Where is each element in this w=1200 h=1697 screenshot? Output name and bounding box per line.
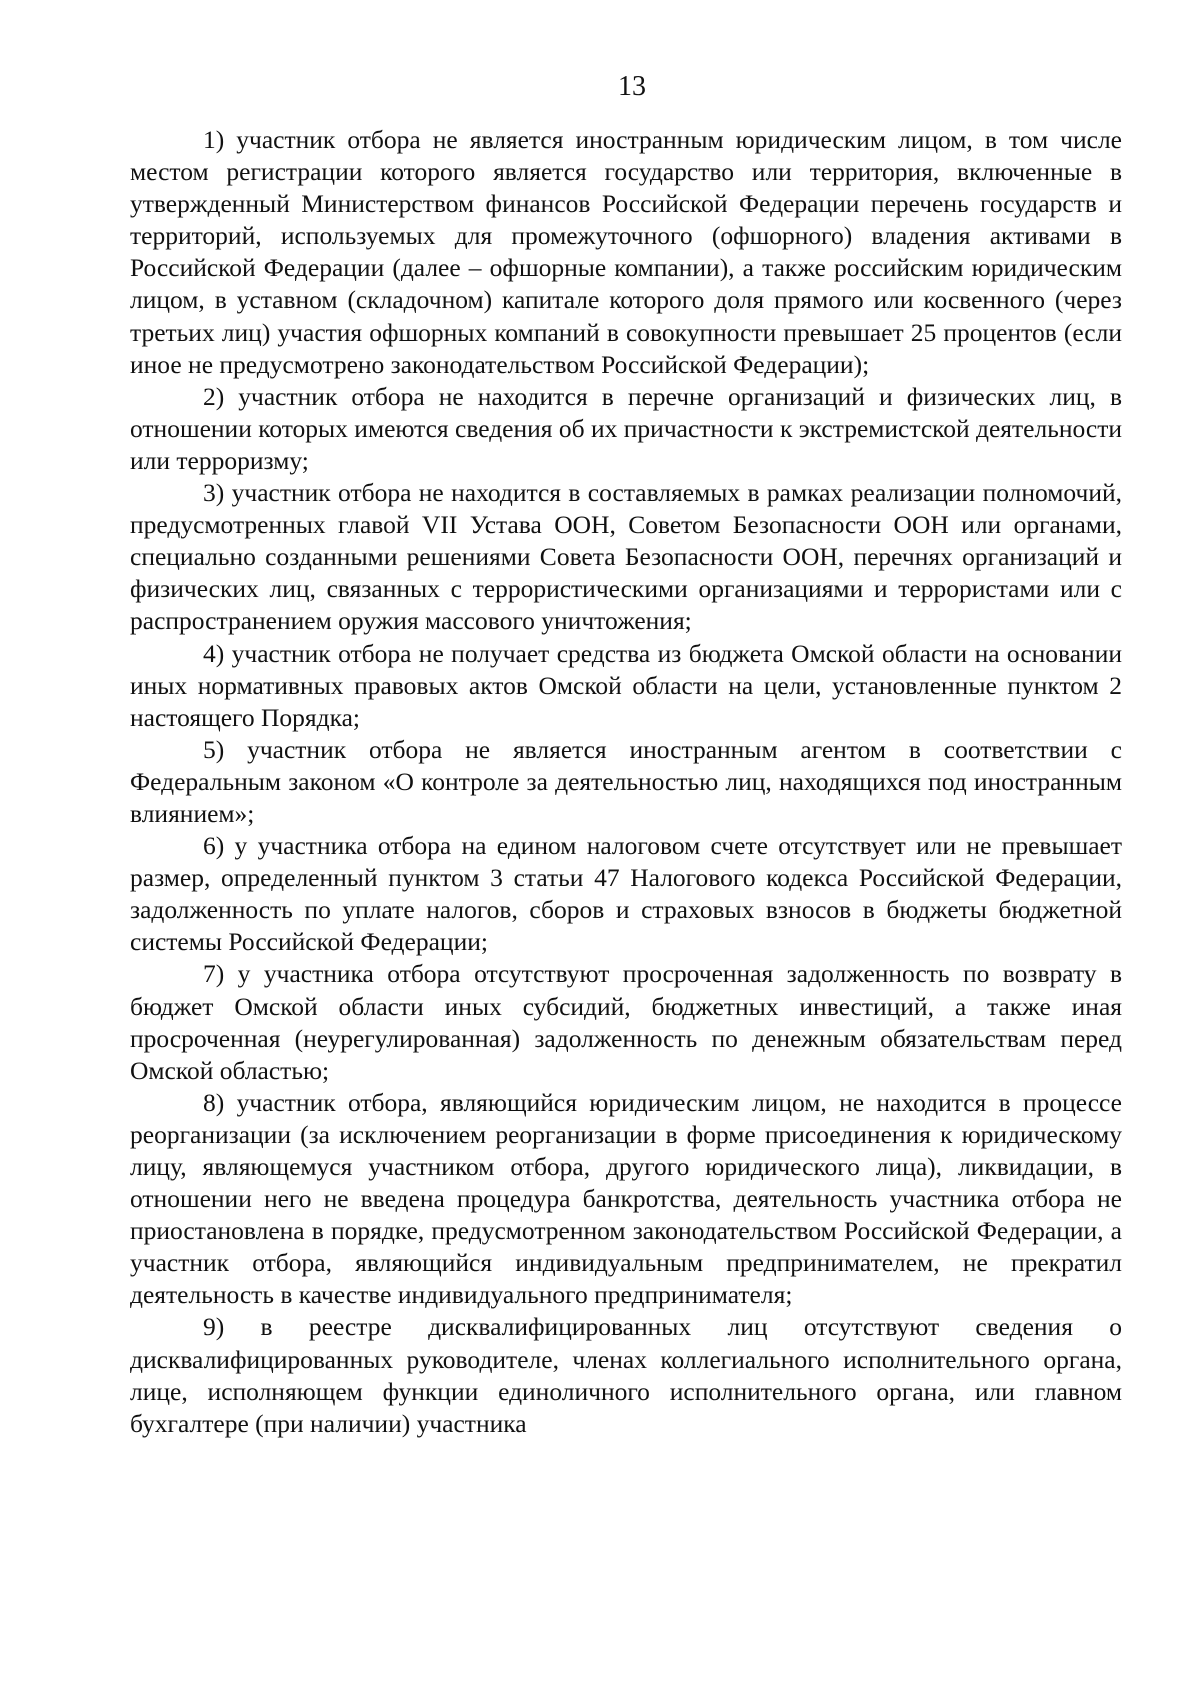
document-body bbox=[130, 124, 1122, 1440]
list-item-1: 1) участник отбора не является иностранным юридическим лицом, в том числе местом регистрации которого является государство или территория, включенные в утвержденный Министерством финансов Российской Федерации перечень государств и территорий, используемых для промежуточного (офшорного) владения активами в Российской Федерации (далее – офшорные компании), а также российским юридическим лицом, в уставном (складочном) капитале которого доля прямого или косвенного (через третьих лиц) участия офшорных компаний в совокупности превышает 25 процентов (если иное не предусмотрено законодательством Российской Федерации); bbox=[130, 125, 1122, 379]
list-item-7: 7) у участника отбора отсутствуют просроченная задолженность по возврату в бюджет Омской области иных субсидий, бюджетных инвестиций, а также иная просроченная (неурегулированная) задолженность по денежным обязательствам перед Омской областью; bbox=[130, 959, 1122, 1085]
list-item-3: 3) участник отбора не находится в составляемых в рамках реализации полномочий, предусмотренных главой VII Устава ООН, Советом Безопасности ООН или органами, специально созданными решениями Совета Безопасности ООН, перечнях организаций и физических лиц, связанных с террористическими организациями и террористами или с распространением оружия массового уничтожения; bbox=[130, 478, 1122, 636]
list-item-2: 2) участник отбора не находится в перечне организаций и физических лиц, в отношении которых имеются сведения об их причастности к экстремистской деятельности или терроризму; bbox=[130, 381, 1122, 475]
list-item-9: 9) в реестре дисквалифицированных лиц отсутствуют сведения о дисквалифицированных руководителе, членах коллегиального исполнительного органа, лице, исполняющем функции единоличного исполнительного органа, или главном бухгалтере (при наличии) участника bbox=[130, 1312, 1122, 1438]
page-number: 13 bbox=[618, 71, 646, 102]
list-item-4: 4) участник отбора не получает средства из бюджета Омской области на основании иных нормативных правовых актов Омской области на цели, установленные пунктом 2 настоящего Порядка; bbox=[130, 638, 1122, 732]
list-item-5: 5) участник отбора не является иностранным агентом в соответствии с Федеральным законом «О контроле за деятельностью лиц, находящихся под иностранным влиянием»; bbox=[130, 734, 1122, 828]
list-item-8: 8) участник отбора, являющийся юридическим лицом, не находится в процессе реорганизации (за исключением реорганизации в форме присоединения к юридическому лицу, являющемуся участником отбора, другого юридического лица), ликвидации, в отношении него не введена процедура банкротства, деятельность участника отбора не приостановлена в порядке, предусмотренном законодательством Российской Федерации, а участник отбора, являющийся индивидуальным предпринимателем, не прекратил деятельность в качестве индивидуального предпринимателя; bbox=[130, 1087, 1122, 1310]
list-item-6: 6) у участника отбора на едином налоговом счете отсутствует или не превышает размер, определенный пунктом 3 статьи 47 Налогового кодекса Российской Федерации, задолженность по уплате налогов, сборов и страховых взносов в бюджеты бюджетной системы Российской Федерации; bbox=[130, 831, 1122, 957]
